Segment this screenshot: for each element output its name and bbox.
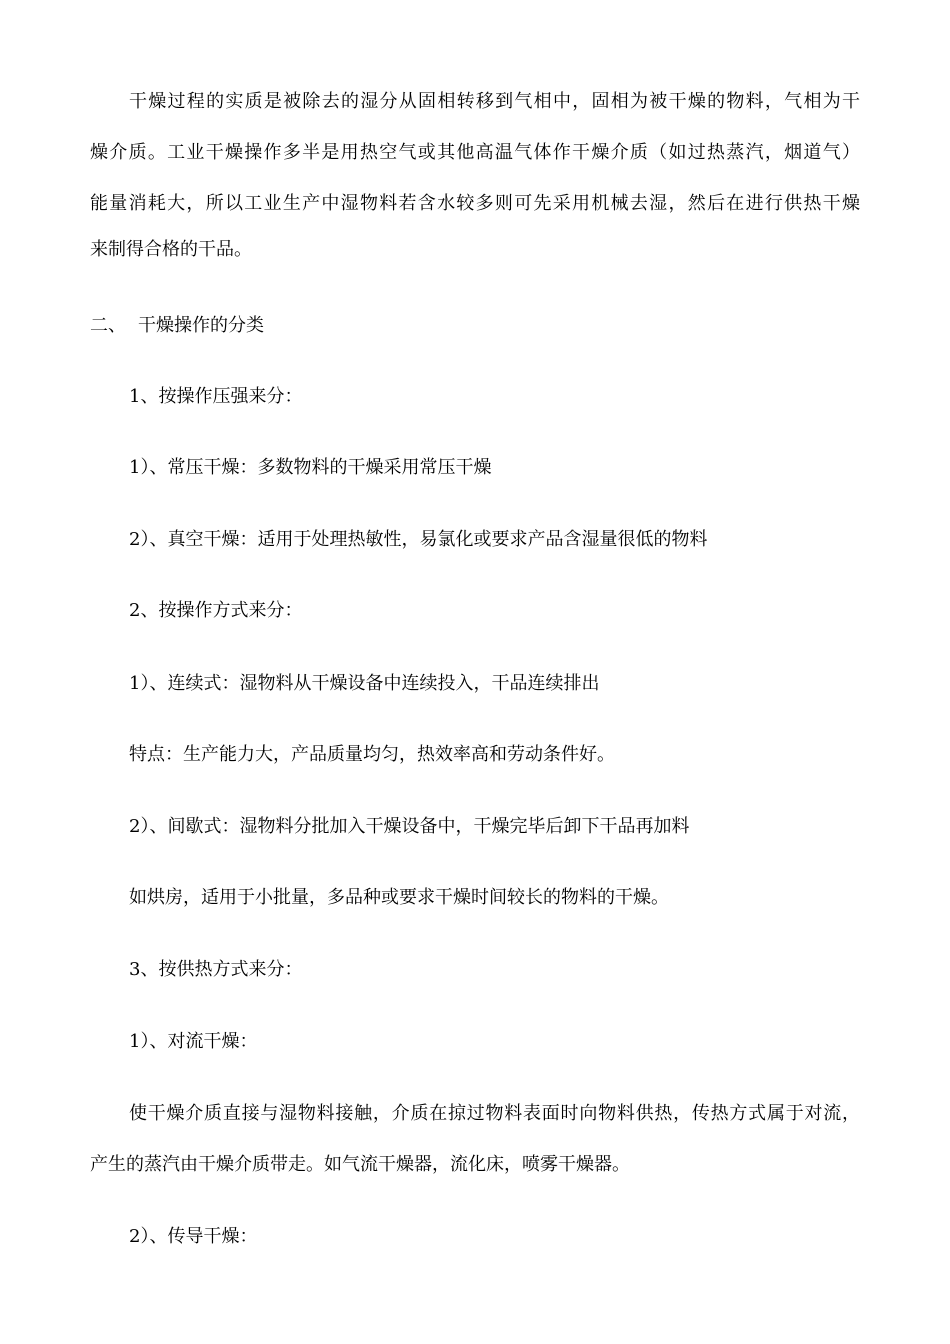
convection-description-line: 产生的蒸汽由干燥介质带走。如气流干燥器，流化床，喷雾干燥器。 bbox=[90, 1154, 630, 1175]
item-convection: 1）、对流干燥： bbox=[129, 1031, 258, 1052]
convection-description-line: 使干燥介质直接与湿物料接触，介质在掠过物料表面时向物料供热，传热方式属于对流， bbox=[129, 1103, 860, 1124]
subheading-by-pressure: 1、按操作压强来分： bbox=[129, 386, 303, 407]
item-continuous: 1）、连续式：湿物料从干燥设备中连续投入，干品连续排出 bbox=[129, 673, 600, 694]
section-heading bbox=[90, 314, 860, 338]
item-conduction: 2）、传导干燥： bbox=[129, 1226, 258, 1247]
section-title: 干燥操作的分类 bbox=[138, 315, 264, 336]
subheading-by-heat: 3、按供热方式来分： bbox=[129, 959, 303, 980]
subheading-by-mode: 2、按操作方式来分： bbox=[129, 600, 303, 621]
batch-example: 如烘房，适用于小批量，多品种或要求干燥时间较长的物料的干燥。 bbox=[129, 887, 669, 908]
paragraph-line: 来制得合格的干品。 bbox=[90, 239, 252, 260]
paragraph-line: 干燥过程的实质是被除去的湿分从固相转移到气相中，固相为被干燥的物料，气相为干 bbox=[129, 91, 860, 112]
item-atmospheric: 1）、常压干燥：多数物料的干燥采用常压干燥 bbox=[129, 457, 492, 478]
continuous-features: 特点：生产能力大，产品质量均匀，热效率高和劳动条件好。 bbox=[129, 744, 615, 765]
paragraph-line: 燥介质。工业干燥操作多半是用热空气或其他高温气体作干燥介质（如过热蒸汽，烟道气） bbox=[90, 142, 860, 163]
item-vacuum: 2）、真空干燥：适用于处理热敏性，易氯化或要求产品含湿量很低的物料 bbox=[129, 529, 708, 550]
paragraph-line: 能量消耗大，所以工业生产中湿物料若含水较多则可先采用机械去湿，然后在进行供热干燥 bbox=[90, 193, 860, 214]
section-number: 二、 bbox=[90, 315, 126, 336]
item-batch: 2）、间歇式：湿物料分批加入干燥设备中，干燥完毕后卸下干品再加料 bbox=[129, 816, 690, 837]
